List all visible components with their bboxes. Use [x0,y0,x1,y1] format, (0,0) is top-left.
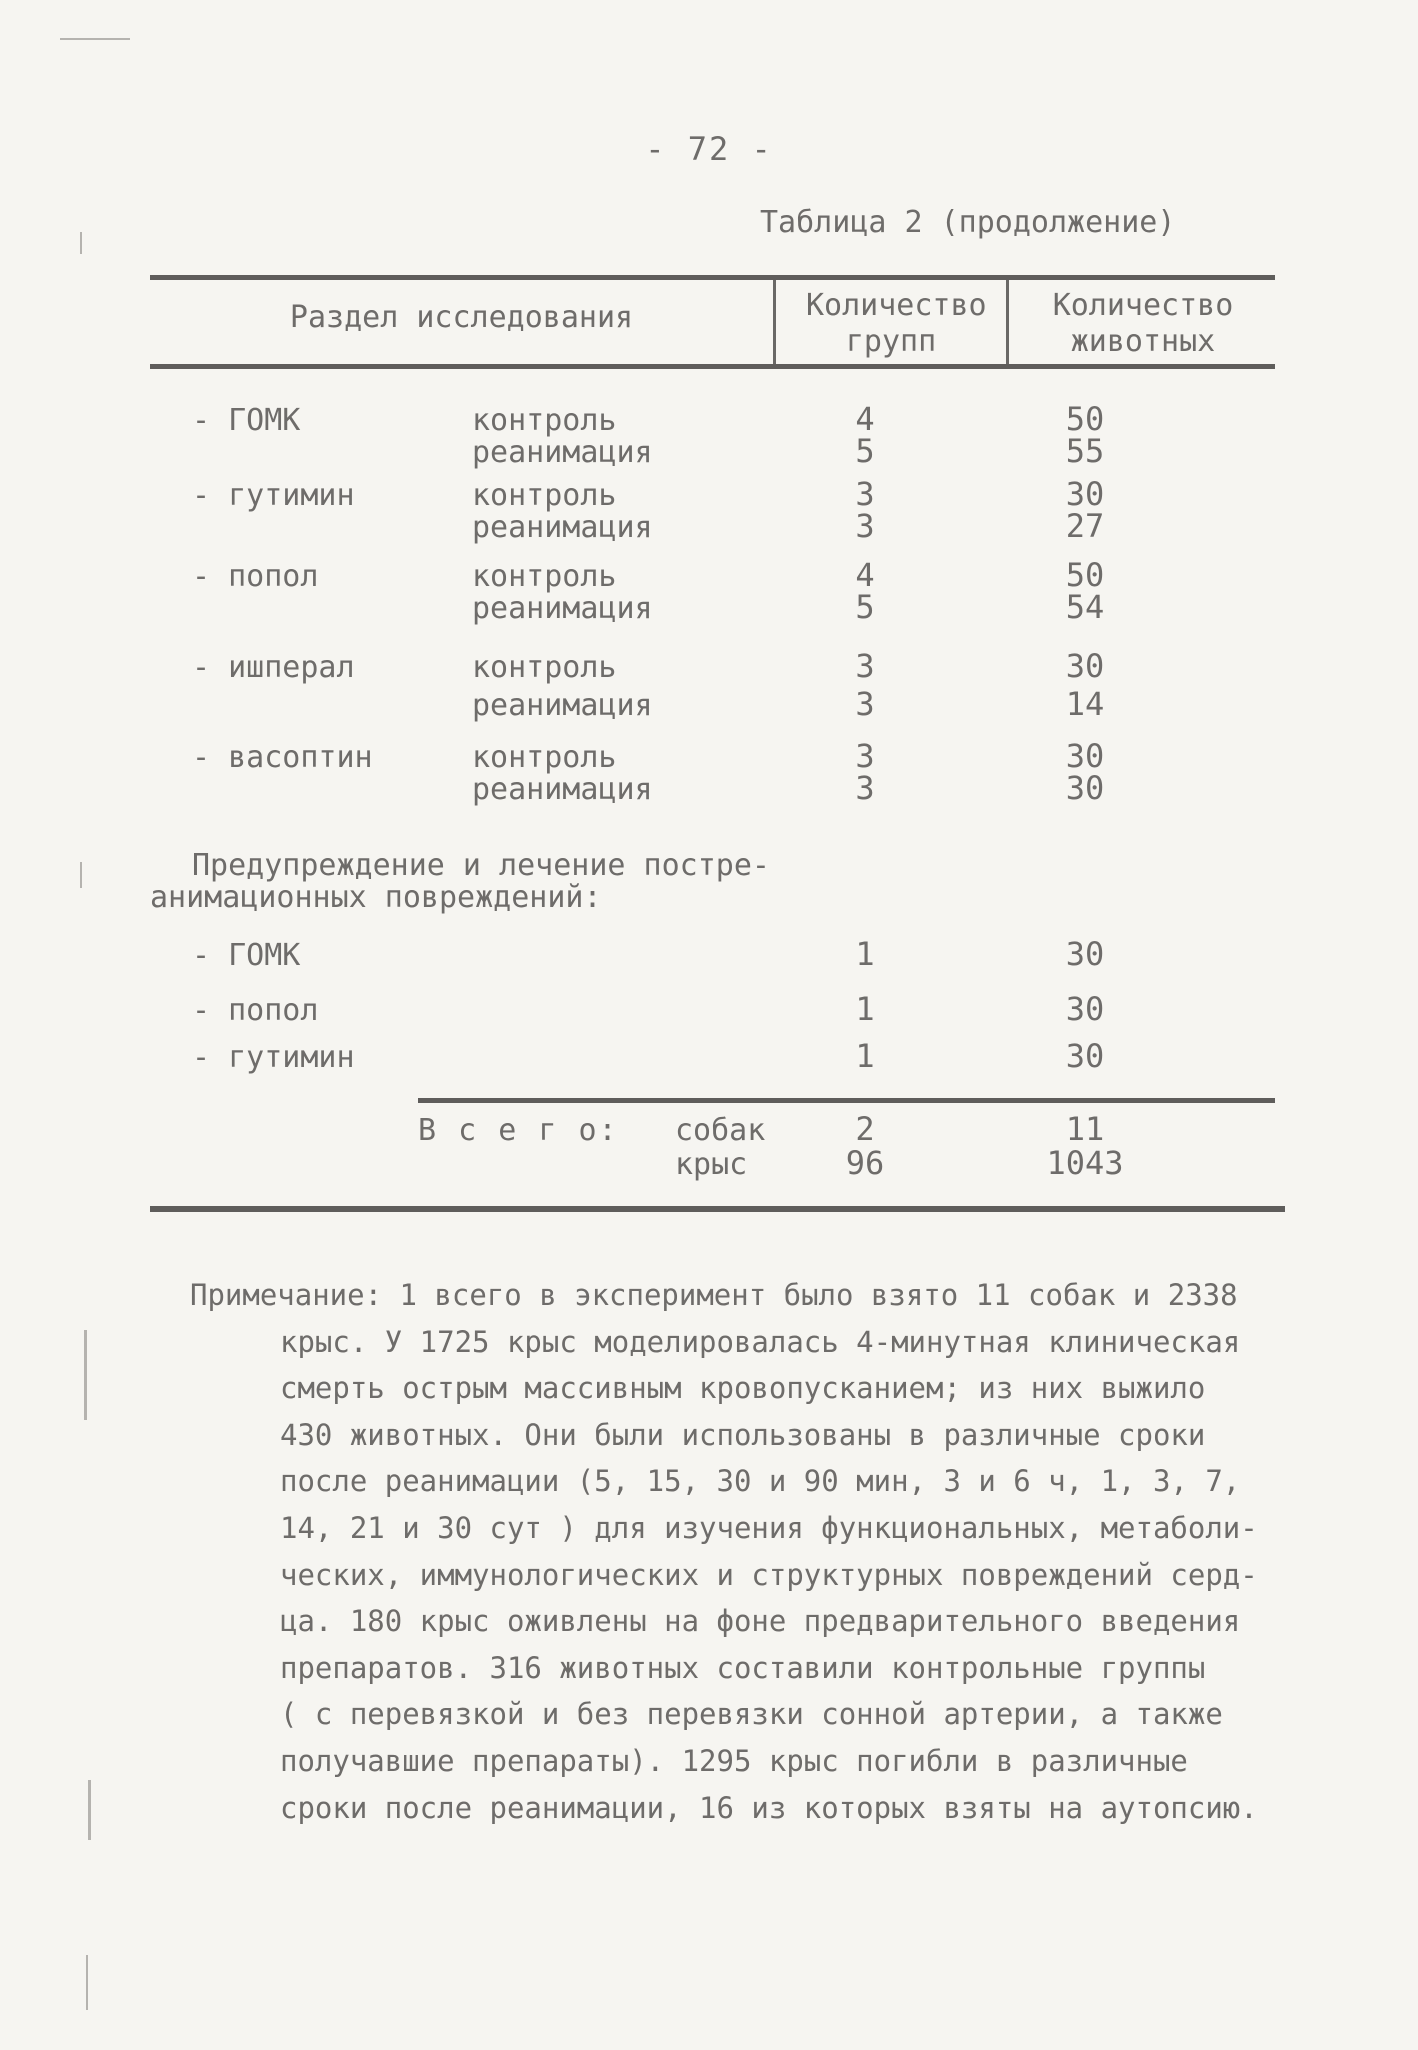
table-top-rule [150,275,1275,280]
scan-mark [60,38,130,40]
groups-value: 4 [855,400,875,438]
totals-rule [418,1098,1275,1103]
total-groups-value: 96 [845,1144,885,1182]
animals-value: 30 [1065,1037,1105,1075]
total-row-label: крыс [675,1147,748,1182]
scan-mark [88,1780,91,1840]
note-line: 14, 21 и 30 сут ) для изучения функциональных, метаболи- [280,1510,1258,1545]
column-header-animals-text: Количество животных [1052,288,1234,359]
scan-mark [80,862,82,888]
groups-value: 1 [855,990,875,1028]
animals-value: 30 [1065,737,1105,775]
animals-value: 50 [1065,400,1105,438]
groups-value: 5 [855,588,875,626]
note-line: ( с перевязкой и без перевязки сонной артерии, а также [280,1697,1223,1732]
row-label: контроль [472,478,617,513]
groups-value: 3 [855,647,875,685]
header-divider [1006,280,1009,364]
groups-value: 3 [855,685,875,723]
note-line: ческих, иммунологических и структурных повреждений серд- [280,1557,1258,1592]
note-line: сроки после реанимации, 16 из которых взяты на аутопсию. [280,1790,1258,1825]
row-label: контроль [472,403,617,438]
scan-mark [86,1955,88,2010]
animals-value: 50 [1065,556,1105,594]
table-caption: Таблица 2 (продолжение) [760,205,1176,240]
animals-value: 54 [1065,588,1105,626]
animals-value: 30 [1065,475,1105,513]
note-line: получавшие препараты). 1295 крыс погибли в различные [280,1743,1188,1778]
animals-value: 55 [1065,432,1105,470]
note-line: 430 животных. Они были использованы в различные сроки [280,1417,1206,1452]
prevention-name: - ГОМК [192,938,301,973]
note-line: смерть острым массивным кровопусканием; из них выжило [280,1371,1206,1406]
column-header-groups [778,288,1004,360]
table-header-rule [150,364,1275,369]
animals-value: 27 [1065,507,1105,545]
total-row-label: собак [675,1113,766,1148]
groups-value: 3 [855,737,875,775]
section-name: - ГОМК [192,403,301,438]
column-header-groups-text: Количество групп [806,288,987,359]
column-header-section: Раздел исследования [289,300,634,335]
row-label: контроль [472,740,617,775]
groups-value: 4 [855,556,875,594]
animals-value: 30 [1065,990,1105,1028]
row-label: контроль [472,559,617,594]
note-line: после реанимации (5, 15, 30 и 90 мин, 3 и 6 ч, 1, 3, 7, [280,1464,1241,1499]
note-line: препаратов. 316 животных составили контрольные группы [280,1650,1206,1685]
section-name: - ишперал [192,650,355,685]
groups-value: 1 [855,1037,875,1075]
table-bottom-rule [150,1206,1285,1212]
row-label: реанимация [472,772,653,807]
groups-value: 5 [855,432,875,470]
groups-value: 3 [855,475,875,513]
row-label: реанимация [472,688,653,723]
subheading-line: анимационных повреждений: [150,880,602,915]
note-line: ца. 180 крыс оживлены на фоне предварительного введения [280,1604,1241,1639]
animals-value: 30 [1065,935,1105,973]
animals-value: 30 [1065,769,1105,807]
subheading-line: Предупреждение и лечение постре- [192,848,770,883]
prevention-name: - попол [192,993,319,1028]
note-paragraph [190,1272,1310,1831]
total-animals-value: 1043 [1046,1144,1124,1182]
page-number: - 72 - [645,130,773,168]
row-label: реанимация [472,510,653,545]
section-name: - гутимин [192,478,355,513]
animals-value: 30 [1065,647,1105,685]
total-animals-value: 11 [1065,1110,1105,1148]
column-header-animals [1011,288,1275,360]
animals-value: 14 [1065,685,1105,723]
header-divider [773,280,776,364]
prevention-name: - гутимин [192,1040,355,1075]
total-label: В с е г о: [418,1113,619,1148]
scan-mark [84,1330,87,1420]
section-name: - васоптин [192,740,373,775]
row-label: реанимация [472,591,653,626]
note-line: Примечание: 1 всего в эксперимент было взято 11 собак и 2338 [190,1278,1238,1312]
total-groups-value: 2 [855,1110,875,1148]
note-line: крыс. У 1725 крыс моделировалась 4-минутная клиническая [280,1324,1241,1359]
groups-value: 1 [855,935,875,973]
row-label: контроль [472,650,617,685]
section-name: - попол [192,559,319,594]
row-label: реанимация [472,435,653,470]
groups-value: 3 [855,769,875,807]
scan-mark [80,232,82,254]
groups-value: 3 [855,507,875,545]
